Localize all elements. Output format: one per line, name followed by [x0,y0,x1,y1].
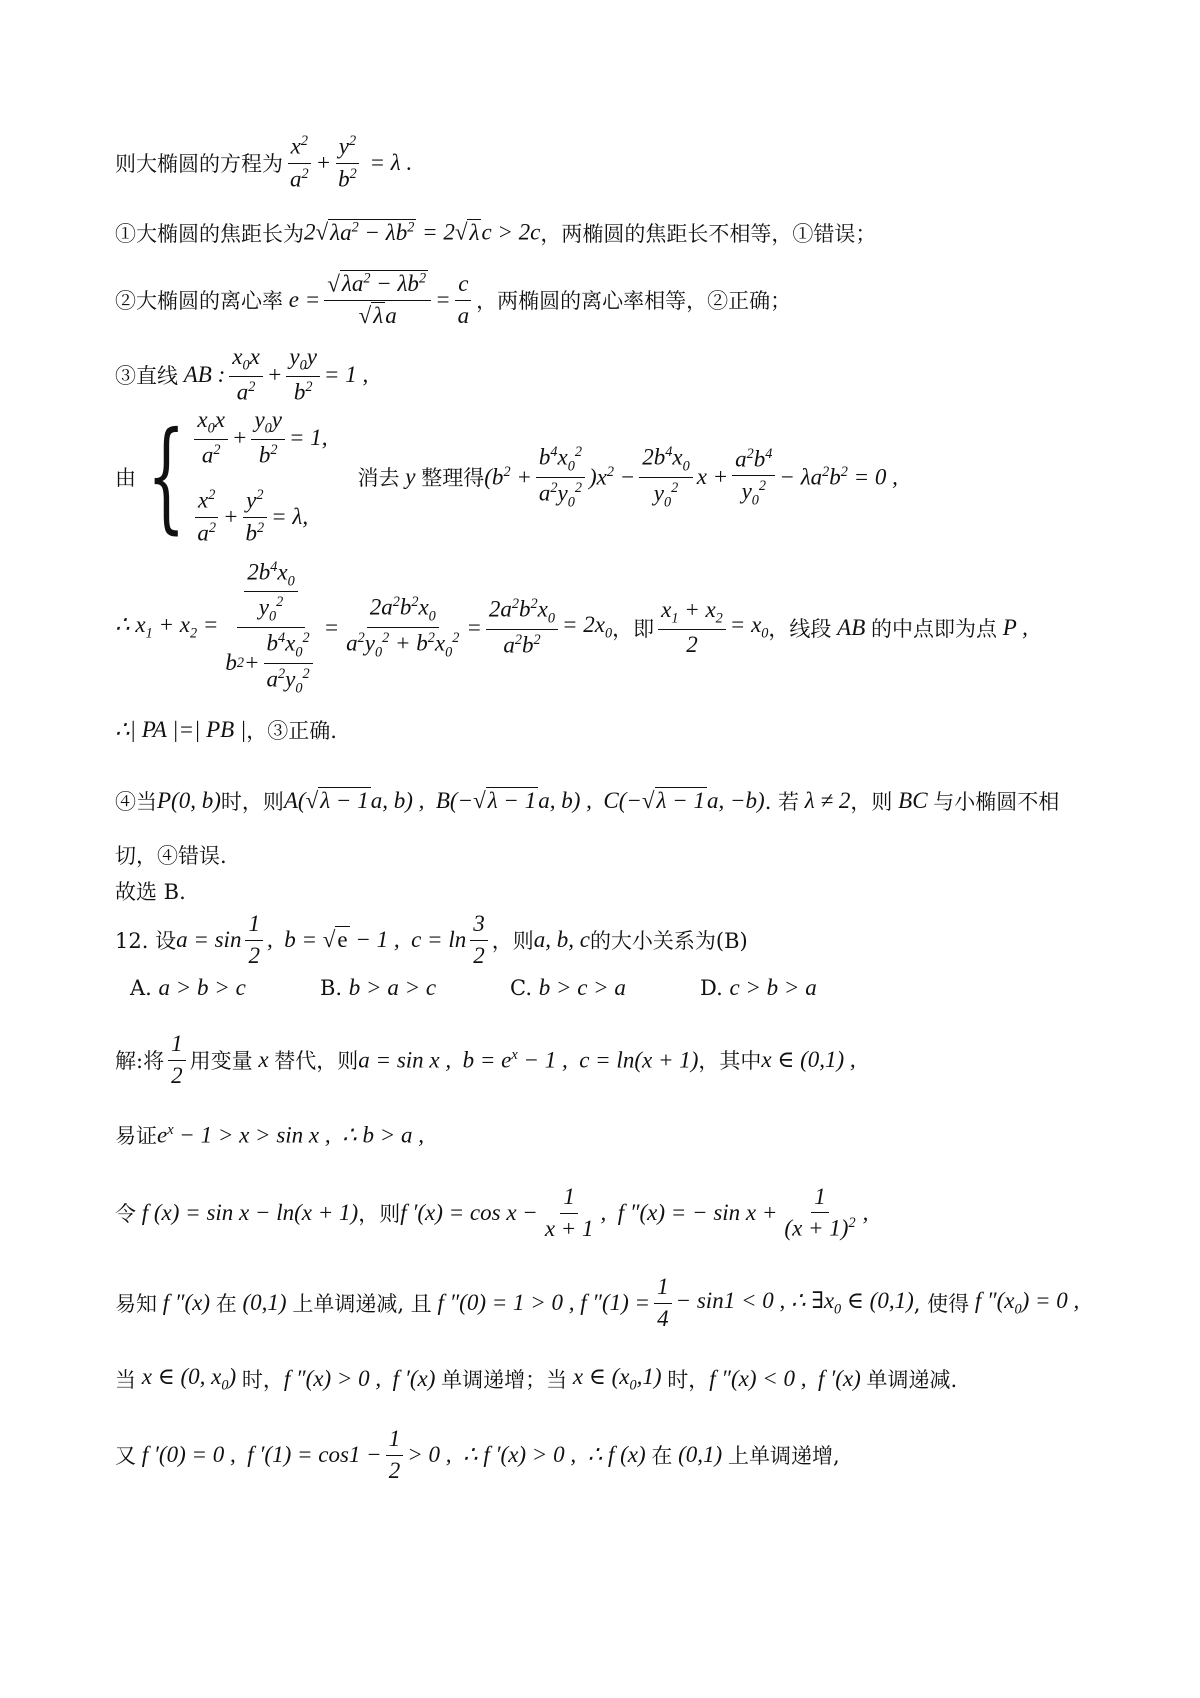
system-line: 由 { $\frac{x_0x}{a^2}$ + $\frac{y_0y}{b^2}$ = 1, $\frac{x^2}{a^2}$ + $\frac{y^2}{b^2}$ = λ, 消去 y 整理得 ($b^2$ + $\frac{b^4x_0^2}{a^2y_0^2}$ )$x^2$ − $\frac{2b^4x_0}{y_0^2}$ x + $\frac{a^2b^4}{y_0^2}$ − $\lambda a^2b^2 = 0$ , [115,407,898,546]
text: 的大小关系为(B) [589,929,748,953]
text: 时， [667,1368,710,1392]
text: 易证 [115,1124,157,1148]
pa-pb-line: ∴| PA |=| PB | ，③正确. [115,717,337,743]
text: 12. 设 [115,929,177,953]
text: ，③正确. [246,719,337,743]
text: ，其中 [698,1049,762,1073]
text: ③直线 [115,364,178,388]
text: 故选 B. [115,880,186,904]
text: ①大椭圆的焦距长为 [115,221,304,246]
text: 切，④错误. [115,844,227,868]
solution-line-6: 又 f ′(0) = 0 , f ′(1) = cos1 − $\frac{1}{2}$ > 0 , ∴ f ′(x) > 0 , ∴ f (x) 在 (0,1) 上单调递增, [115,1426,840,1483]
text: 解:将 [115,1049,165,1073]
text: ，则 [358,1202,401,1226]
item-2-line: ②大椭圆的离心率 e = $\frac{√\lambda a^2 - \lambda b^2}{√\lambda a}$ = $\frac{c}{a}$ ，两椭圆的离心率相等，②正确； [115,270,792,328]
text: 易知 [115,1292,157,1316]
text: 当 [115,1368,136,1392]
answer-line [115,874,1130,908]
text: ，则 [850,789,893,814]
text: 用变量 [189,1049,253,1073]
answer-options [130,975,1130,1015]
fraction: $\frac{y_0y}{b^2}$ [286,344,320,406]
solution-line-4: 易知 f ″(x) 在 (0,1) 上单调递减, 且 f ″(0) = 1 > 0 , f ″(1) = $\frac{1}{4}$ − sin1 < 0 , ∴ $\exists x_0$ ∈ (0,1) , 使得 f $''(x_0) = 0$ , [115,1274,1080,1331]
text: 在 [651,1444,673,1468]
text: 在 [215,1292,237,1316]
option-c: C. b > c > a [510,975,626,1000]
solution-line-2: 易证 $e^x - 1 > x > \sin x$ , ∴ b > a , [115,1121,425,1148]
fraction: $\frac{x^2}{a^2}$ [287,133,312,192]
item-3-line: ③直线 AB : $\frac{x_0x}{a^2}$ + $\frac{y_0y}{b^2}$ = 1 , [115,343,369,405]
fraction: $\frac{c}{a}$ [455,271,473,329]
big-ellipse-equation-line: 则大椭圆的方程为 $\frac{x^2}{a^2}$ + $\frac{y^2}{b^2}$ = λ . [115,133,413,192]
option-d: D. c > b > a [700,975,817,1000]
text: 整理得 [421,466,485,490]
solution-line-3: 令 f (x) = sin x − ln(x + 1) ，则 f ′(x) = cos x − $\frac{1}{x + 1}$ , f ″(x) = − sin x + $\frac{1}{(x + 1)^2}$ , [115,1183,869,1241]
fraction: $\frac{x_0x}{a^2}$ [229,344,263,406]
text: ②大椭圆的离心率 [115,289,283,313]
text: ，两椭圆的焦距长不相等，①错误； [540,221,877,246]
text: ，即 [612,616,655,641]
text: , 使得 [913,1292,970,1316]
text: 又 [115,1444,136,1468]
question-12-line: 12. 设 a = sin $\frac{1}{2}$ , b = √e − 1 , c = ln $\frac{3}{2}$ ，则 a, b, c 的大小关系为(B) [115,911,748,968]
text: ，则 [491,929,534,953]
brace: { [147,407,186,546]
item-1-line: ①大椭圆的焦距长为 $2√\lambda a^2 - \lambda b^2 = 2√\lambda c > 2c$ ，两椭圆的焦距长不相等，①错误； [115,219,877,246]
text: 由 [115,466,136,490]
compound-fraction: $\frac{2b^4x_0}{y_0^2}$ b 2 + $\frac{b^4x_0^2}{a^2y_0^2}$ [222,559,319,697]
option-a: A. a > b > c [130,975,246,1000]
item-4-line: ④当 P(0, b) 时，则 A(√λ − 1a, b) , B(−√λ − 1a, b) , C(−√λ − 1a, −b) . 若 λ ≠ 2 ，则 BC 与小椭圆不相 [115,787,1060,814]
roots-sum-line: ∴ $x_1 + x_2$ = $\frac{2b^4x_0}{y_0^2}$ b 2 + $\frac{b^4x_0^2}{a^2y_0^2}$ = $\frac{2a^2b^2x_0}{a^2y_0^2 + b^2x_0^2}$ = $\frac{2a^2b^2x_0}{a^2b^2}$ = $2x_0$ ，即 $\frac{x_1 + x_2}{2}$ = $x_0$ ，线段 AB 的中点即为点 P , [115,558,1028,696]
text: 单调递增；当 [441,1368,568,1392]
text: ④当 [115,789,157,814]
solution-line-1: 解:将 $\frac{1}{2}$ 用变量 x 替代，则 a = sin x , $b = e^x - 1$ , c = ln(x + 1) ，其中 x ∈ (0,1) , [115,1031,856,1088]
text: 单调递减. [866,1368,958,1392]
fraction: $\frac{√\lambda a^2 - \lambda b^2}{√\lambda a}$ [324,271,431,330]
text: . 若 [764,789,800,814]
text: 上单调递增, [727,1444,840,1468]
equation-system: $\frac{x_0x}{a^2}$ + $\frac{y_0y}{b^2}$ = 1, $\frac{x^2}{a^2}$ + $\frac{y^2}{b^2}$ = λ, [190,407,327,546]
text: 的中点即为点 [871,616,998,641]
text: ，线段 [768,616,832,641]
text: 与小椭圆不相 [933,789,1060,814]
text: 时， [241,1368,284,1392]
text: ，两椭圆的离心率相等，②正确； [476,289,792,313]
fraction: $\frac{y^2}{b^2}$ [335,133,360,192]
text: 时，则 [220,789,284,814]
option-b: B. b > a > c [320,975,437,1000]
solution-line-5: 当 x ∈ (0, $x_0$) 时， f ″(x) > 0 , f ′(x) 单调递增；当 x ∈ $(x_0,1)$ 时， f ″(x) < 0 , f ′(x) 单调递减. [115,1363,958,1394]
text: 消去 [357,466,400,490]
text: 上单调递减, 且 [292,1292,432,1316]
text: 替代，则 [274,1049,359,1073]
item-4-cont-line [115,838,1130,872]
text: 则大椭圆的方程为 [115,152,283,176]
text: 令 [115,1202,136,1226]
